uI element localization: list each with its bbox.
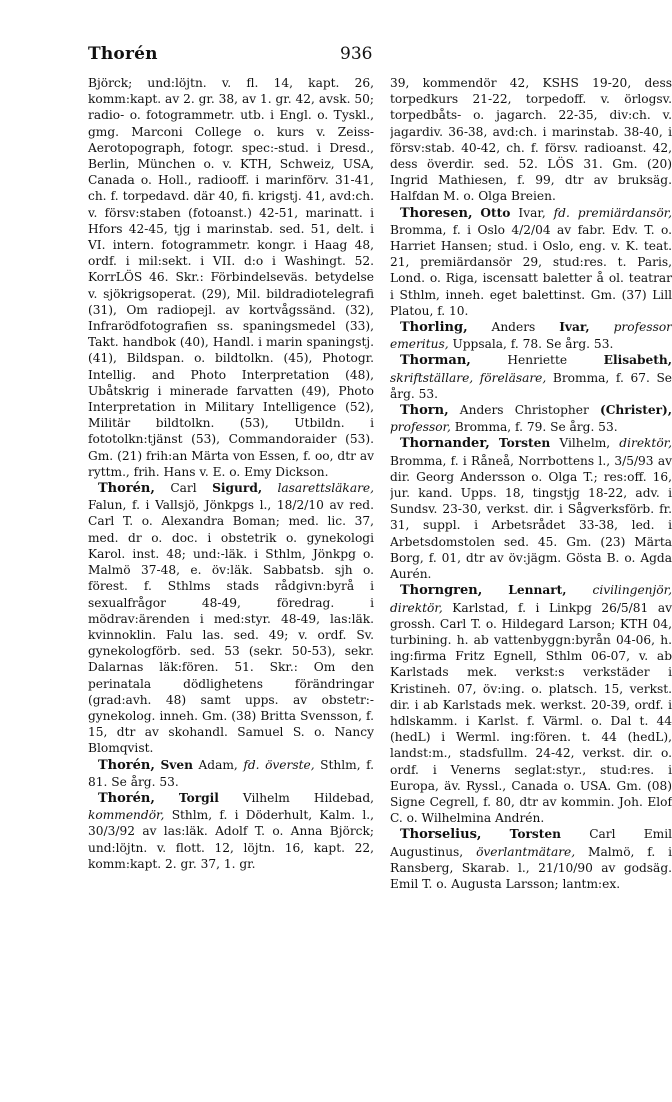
entry-thoresen <box>390 205 672 319</box>
entry-surname: Thorén, <box>98 790 155 806</box>
entry-given-name: Ivar, <box>518 205 546 220</box>
entry-title: fd. premiärdansör, <box>553 205 672 220</box>
entry-title: skriftställare, föreläsare, <box>390 370 547 385</box>
entry-given-name: Carl <box>170 481 197 496</box>
entry-given-name-bold: Torgil <box>178 790 219 805</box>
entry-thorling <box>390 319 672 352</box>
entry-body: Bromma, f. 79. Se årg. 53. <box>454 420 618 435</box>
entry-surname: Thorselius, <box>400 827 482 843</box>
entry-surname: Thorngren, <box>400 583 483 599</box>
entry-body: Falun, f. i Vallsjö, Jönkpgs l., 18/2/10 av red. Carl T. o. Alexandra Boman; med. lic. 37, med. dr o. doc. i obstetrik o. gynekologi Karol. inst. 48; und:-läk. i Sthlm, Jönkpg o. Malmö 37-48, e. öv:läk. Sabbatsb. sjh o. förest. f. Sthlms stads rådgivn:byrå i sexualfrågor 48-49, föredrag. i mödrav:ärenden i med:styr. 48-49, las:läk. kvinnoklin. Falu las. sed. 49; v. ordf. Sv. gynekologförb. sed. 53 (sekr. 50-53), sekr. Dalarnas läk:fören. 51. Skr.: Om den perinatala dödlighetens förändringar (grad:avh. 48) samt upps. av obstetr:-gynekolog. inneh. Gm. (38) Britta Svensson, f. 15, dtr av skohandl. Samuel S. o. Nancy Blomqvist. <box>88 498 374 756</box>
entry-body: Bromma, f. i Råneå, Norrbottens l., 3/5/93 av dir. Georg Andersson o. Olga T.; res:off. 16, jur. kand. Upps. 18, tingstjg 18-22, adv. i Sundsv. 23-30, verkst. dir. i Sågverksförb. fr. 31, suppl. i Arbetsrådet 33-38, led. i Arbetsdomstolen sed. 45. Gm. (23) Märta Borg, f. 01, dtr av öv:jägm. Gösta B. o. Agda Aurén. <box>390 453 672 582</box>
entry-surname: Thorén, <box>98 481 155 497</box>
entry-given-name-bold: (Christer), <box>599 403 672 418</box>
entry-title: kommendör, <box>88 808 165 823</box>
entry-thoren-carl-sigurd <box>88 480 374 756</box>
entry-title: professor emeritus, <box>390 320 672 352</box>
entry-body: Malmö, f. i Ransberg, Skarab. l., 21/10/90 av godsäg. Emil T. o. Augusta Larsson; lantm:ex. <box>390 844 672 891</box>
entry-thorn <box>390 402 672 435</box>
entry-given-name: Vilhelm, <box>559 436 611 451</box>
entry-given-name: Anders Christopher <box>459 403 589 418</box>
entry-thoren-torgil <box>88 790 374 872</box>
entry-given-name-bold: Sven <box>160 757 193 772</box>
entry-given-name-bold: Otto <box>480 205 511 220</box>
entry-surname: Thornander, <box>400 436 490 452</box>
entry-given-name-bold: Ivar, <box>559 320 590 335</box>
entry-continuation: 39, kommendör 42, KSHS 19-20, dess torpedkurs 21-22, torpedoff. v. örlogsv. torpedbåts- o. jagarch. 22-35, div:ch. v. jagardiv. 36-38, avd:ch. i marinstab. 38-40, i försv:stab. 40-42, ch. f. försv. radioanst. 42, dess överdir. sed. 52. LÖS 31. Gm. (20) Ingrid Mathiesen, f. 99, dtr av bruksäg. Halfdan M. o. Olga Breien. <box>390 76 672 204</box>
page-number: 936 <box>340 44 373 64</box>
entry-title: direktör, <box>619 436 672 451</box>
entry-given-name-bold: Torsten <box>498 436 551 451</box>
entry-surname: Thorman, <box>400 353 471 369</box>
entry-thorngren <box>390 582 672 826</box>
entry-surname: Thorn, <box>400 403 449 419</box>
entry-thoren-sven <box>88 757 374 790</box>
entry-title: överlantmätare, <box>476 844 576 859</box>
left-column <box>88 75 374 872</box>
entry-body: Bromma, f. i Oslo 4/2/04 av fabr. Edv. T. o. Harriet Hansen; stud. i Oslo, eng. v. K. teat. 21, premiärdansör 29, stud:res. t. Paris, Lond. o. Riga, iscensatt baletter å ol. teatrar i Sthlm, inneh. eget balettinst. Gm. (37) Lill Platou, f. 10. <box>390 222 672 318</box>
entry-body: Uppsala, f. 78. Se årg. 53. <box>452 337 614 352</box>
entry-body: Bromma, f. 67. Se årg. 53. <box>390 370 672 401</box>
entry-thorselius <box>390 826 672 892</box>
entry-given-name: Vilhelm Hildebad, <box>242 790 374 805</box>
entry-body: Karlstad, f. i Linkpg 26/5/81 av grossh. Carl T. o. Hildegard Larson; KTH 04, turbining. h. ab vattenbyggn:byrån 04-06, h. ing:firma Fritz Egnell, Sthlm 06-07, v. ab Karlstads mek. verkst:s verkstäder i Kristineh. 07, öv:ing. o. platsch. 15, verkst. dir. i ab Karlstads mek. werkst. 20-39, ordf. i hdlskamm. i Karlst. f. Värml. o. Dal t. 44 (hedL) i Werml. ing:fören. t. 44 (hedL), landst:m., stadsfullm. 24-42, verkst. dir. o. ordf. i Venerns seglat:styr., stud:res. i Europa, äv. Ryssl., Canada o. USA. Gm. (08) Signe Cegrell, f. 80, dtr av kommin. Joh. Elof C. o. Wilhelmina Andrén. <box>390 600 672 826</box>
entry-given-name: Henriette <box>507 353 568 368</box>
entry-given-name: Anders <box>491 320 536 335</box>
entry-surname: Thoresen, <box>400 205 473 221</box>
entry-continuation: Björck; und:löjtn. v. fl. 14, kapt. 26, komm:kapt. av 2. gr. 38, av 1. gr. 42, avsk. 50; radio- o. fotogrammetr. utb. i Engl. o. Tyskl., gmg. Marconi College o. kurs v. Zeiss-Aerotopograph, fotogr. spec:-stud. i Dresd., Berlin, München o. v. KTH, Schweiz, USA, Canada o. Holl., radiooff. i marinförv. 31-41, ch. f. torpedavd. där 40, fi. krigstj. 41, avd:ch. v. försv:staben (fotoanst.) 42-51, marinatt. i Hfors 42-45, tjg i marinstab. sed. 51, delt. i VI. intern. fotogrammetr. kongr. i Haag 48, ordf. i mil:sekt. i VII. d:o i Washingt. 52. KorrLÖS 46. Skr.: Förbindelseväs. betydelse v. sjökrigsoperat. (29), Mil. bildradiotelegrafi (31), Om radiopejl. av kortvågssänd. (32), Infrarödfotografien ss. spaningsmedel (33), Takt. handbok (40), Handl. i marin spaningstj. (41), Bildspan. o. bildtolkn. (45), Photogr. Intellig. and Photo Interpretation (48), Ubåtskrig i minerade farvatten (49), Photo Interpretation in Military Intelligence (52), Militär bildtolkn. (53), Utbildn. i fototolkn:tjänst (53), Commandoraider (53). Gm. (21) frih:an Märta von Essen, f. oo, dtr av ryttm., frih. Hans v. E. o. Emy Dickson. <box>88 76 374 479</box>
entry-thornander <box>390 435 672 582</box>
entry-body: Sthlm, f. 81. Se årg. 53. <box>88 757 375 789</box>
entry-given-name-bold: Torsten <box>509 827 561 842</box>
entry-title: civilingenjör, direktör, <box>390 583 672 615</box>
entry-given-name: Adam, <box>198 757 238 772</box>
running-head: Thorén <box>88 44 158 64</box>
entry-given-name: Carl Emil Augustinus, <box>390 827 672 859</box>
entry-given-name-bold: Sigurd, <box>212 481 263 496</box>
page-header <box>0 0 672 64</box>
entry-title: lasarettsläkare, <box>277 481 375 496</box>
entry-given-name-bold: Lennart, <box>508 583 567 598</box>
entry-thorman <box>390 352 672 402</box>
right-column <box>390 75 672 892</box>
entry-title: fd. överste, <box>243 757 315 772</box>
entry-given-name-bold: Elisabeth, <box>603 353 672 368</box>
entry-title: professor, <box>390 420 451 435</box>
entry-surname: Thorling, <box>400 320 468 336</box>
entry-surname: Thorén, <box>98 757 155 773</box>
entry-body: Sthlm, f. i Döderhult, Kalm. l., 30/3/92 av las:läk. Adolf T. o. Anna Björck; und:löjtn. v. flott. 12, löjtn. 16, kapt. 22, komm:kapt. 2. gr. 37, 1. gr. <box>88 808 374 871</box>
